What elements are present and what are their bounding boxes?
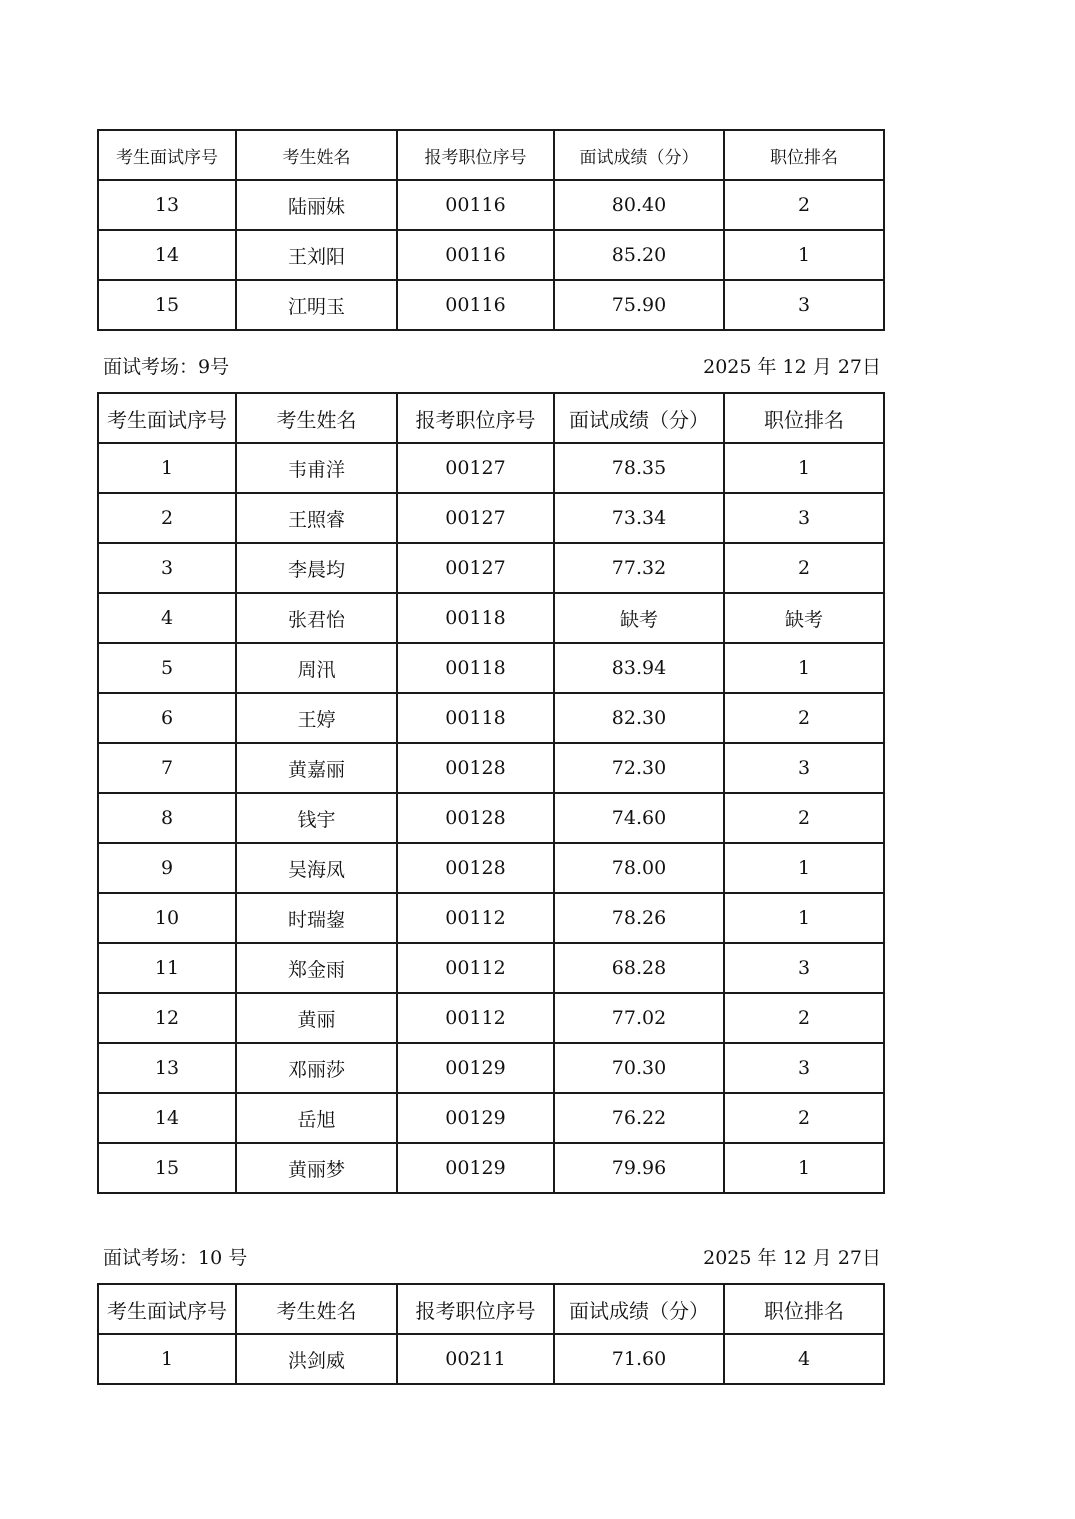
cell-candidate-name: 江明玉: [236, 280, 397, 330]
table-row: [98, 180, 884, 230]
header-position-rank: 职位排名: [724, 393, 884, 443]
cell-candidate-name: 王婷: [236, 693, 397, 743]
cell-candidate-name: 洪剑威: [236, 1334, 397, 1384]
cell-position-rank: 1: [724, 1143, 884, 1193]
cell-interview-score: 78.00: [554, 843, 724, 893]
header-position-code: 报考职位序号: [397, 393, 554, 443]
cell-position-code: 00128: [397, 793, 554, 843]
cell-interview-score: 80.40: [554, 180, 724, 230]
cell-interview-score: 72.30: [554, 743, 724, 793]
cell-candidate-name: 黄丽: [236, 993, 397, 1043]
cell-exam-order: 13: [98, 1043, 236, 1093]
cell-interview-score: 77.02: [554, 993, 724, 1043]
cell-position-rank: 3: [724, 280, 884, 330]
cell-exam-order: 4: [98, 593, 236, 643]
cell-position-code: 00129: [397, 1143, 554, 1193]
cell-interview-score: 78.35: [554, 443, 724, 493]
cell-position-code: 00112: [397, 893, 554, 943]
cell-candidate-name: 钱宇: [236, 793, 397, 843]
table-row: [98, 1043, 884, 1093]
cell-exam-order: 3: [98, 543, 236, 593]
score-table-continued: [97, 129, 883, 331]
cell-interview-score: 71.60: [554, 1334, 724, 1384]
venue-9-caption: [103, 352, 881, 382]
cell-exam-order: 14: [98, 230, 236, 280]
cell-candidate-name: 李晨均: [236, 543, 397, 593]
cell-interview-score: 70.30: [554, 1043, 724, 1093]
table-row: [98, 693, 884, 743]
table-row: [98, 643, 884, 693]
cell-exam-order: 12: [98, 993, 236, 1043]
cell-position-code: 00118: [397, 593, 554, 643]
cell-exam-order: 15: [98, 280, 236, 330]
cell-interview-score: 73.34: [554, 493, 724, 543]
cell-interview-score: 缺考: [554, 593, 724, 643]
cell-exam-order: 11: [98, 943, 236, 993]
venue-10-caption: [103, 1243, 881, 1273]
table-row: [98, 443, 884, 493]
cell-interview-score: 76.22: [554, 1093, 724, 1143]
table-row: [98, 593, 884, 643]
cell-position-code: 00211: [397, 1334, 554, 1384]
score-table-venue-9: [97, 392, 883, 1194]
cell-exam-order: 6: [98, 693, 236, 743]
exam-date: 2025 年 12 月 27日: [703, 356, 881, 378]
header-position-rank: 职位排名: [724, 130, 884, 180]
header-candidate-name: 考生姓名: [236, 130, 397, 180]
cell-interview-score: 85.20: [554, 230, 724, 280]
cell-position-rank: 3: [724, 1043, 884, 1093]
cell-exam-order: 15: [98, 1143, 236, 1193]
table-header-row: [98, 130, 884, 180]
cell-exam-order: 5: [98, 643, 236, 693]
cell-exam-order: 7: [98, 743, 236, 793]
cell-position-rank: 3: [724, 943, 884, 993]
venue-label: 面试考场：9号: [103, 356, 230, 378]
cell-interview-score: 78.26: [554, 893, 724, 943]
cell-interview-score: 82.30: [554, 693, 724, 743]
header-position-code: 报考职位序号: [397, 1284, 554, 1334]
score-table: [97, 392, 885, 1194]
cell-exam-order: 8: [98, 793, 236, 843]
header-exam-order: 考生面试序号: [98, 130, 236, 180]
cell-interview-score: 75.90: [554, 280, 724, 330]
score-table: [97, 129, 885, 331]
score-table-venue-10: [97, 1283, 883, 1385]
cell-position-code: 00127: [397, 543, 554, 593]
cell-position-rank: 2: [724, 993, 884, 1043]
table-row: [98, 943, 884, 993]
cell-position-rank: 3: [724, 743, 884, 793]
cell-position-code: 00129: [397, 1043, 554, 1093]
cell-candidate-name: 王刘阳: [236, 230, 397, 280]
cell-candidate-name: 韦甫洋: [236, 443, 397, 493]
cell-candidate-name: 时瑞鋆: [236, 893, 397, 943]
table-row: [98, 230, 884, 280]
cell-position-rank: 2: [724, 1093, 884, 1143]
table-row: [98, 1093, 884, 1143]
table-row: [98, 280, 884, 330]
header-exam-order: 考生面试序号: [98, 1284, 236, 1334]
cell-interview-score: 83.94: [554, 643, 724, 693]
cell-candidate-name: 黄丽梦: [236, 1143, 397, 1193]
cell-position-rank: 2: [724, 180, 884, 230]
score-table: [97, 1283, 885, 1385]
cell-position-rank: 1: [724, 643, 884, 693]
cell-candidate-name: 岳旭: [236, 1093, 397, 1143]
table-row: [98, 1334, 884, 1384]
cell-position-code: 00116: [397, 180, 554, 230]
cell-position-rank: 缺考: [724, 593, 884, 643]
header-candidate-name: 考生姓名: [236, 1284, 397, 1334]
cell-position-code: 00116: [397, 230, 554, 280]
cell-position-rank: 2: [724, 793, 884, 843]
table-header-row: [98, 393, 884, 443]
exam-date: 2025 年 12 月 27日: [703, 1247, 881, 1269]
cell-candidate-name: 王照睿: [236, 493, 397, 543]
header-interview-score: 面试成绩（分）: [554, 1284, 724, 1334]
table-header-row: [98, 1284, 884, 1334]
cell-position-code: 00128: [397, 843, 554, 893]
cell-position-code: 00128: [397, 743, 554, 793]
cell-position-code: 00112: [397, 943, 554, 993]
cell-position-code: 00118: [397, 643, 554, 693]
header-interview-score: 面试成绩（分）: [554, 393, 724, 443]
table-row: [98, 743, 884, 793]
cell-position-rank: 3: [724, 493, 884, 543]
cell-position-rank: 1: [724, 443, 884, 493]
cell-candidate-name: 郑金雨: [236, 943, 397, 993]
cell-candidate-name: 黄嘉丽: [236, 743, 397, 793]
cell-position-rank: 2: [724, 543, 884, 593]
cell-exam-order: 13: [98, 180, 236, 230]
cell-interview-score: 79.96: [554, 1143, 724, 1193]
cell-candidate-name: 周汛: [236, 643, 397, 693]
cell-exam-order: 10: [98, 893, 236, 943]
cell-position-rank: 1: [724, 230, 884, 280]
cell-exam-order: 14: [98, 1093, 236, 1143]
cell-exam-order: 1: [98, 1334, 236, 1384]
header-position-rank: 职位排名: [724, 1284, 884, 1334]
cell-candidate-name: 陆丽妹: [236, 180, 397, 230]
cell-position-code: 00116: [397, 280, 554, 330]
cell-position-code: 00129: [397, 1093, 554, 1143]
cell-exam-order: 9: [98, 843, 236, 893]
cell-position-code: 00118: [397, 693, 554, 743]
cell-exam-order: 1: [98, 443, 236, 493]
header-position-code: 报考职位序号: [397, 130, 554, 180]
table-row: [98, 1143, 884, 1193]
cell-position-rank: 2: [724, 693, 884, 743]
venue-label: 面试考场：10 号: [103, 1247, 248, 1269]
cell-candidate-name: 邓丽莎: [236, 1043, 397, 1093]
table-row: [98, 543, 884, 593]
cell-position-rank: 4: [724, 1334, 884, 1384]
header-exam-order: 考生面试序号: [98, 393, 236, 443]
table-row: [98, 893, 884, 943]
cell-exam-order: 2: [98, 493, 236, 543]
cell-position-code: 00127: [397, 493, 554, 543]
cell-position-rank: 1: [724, 893, 884, 943]
cell-candidate-name: 吴海凤: [236, 843, 397, 893]
table-row: [98, 793, 884, 843]
header-candidate-name: 考生姓名: [236, 393, 397, 443]
cell-position-code: 00127: [397, 443, 554, 493]
cell-candidate-name: 张君怡: [236, 593, 397, 643]
table-row: [98, 993, 884, 1043]
cell-interview-score: 77.32: [554, 543, 724, 593]
header-interview-score: 面试成绩（分）: [554, 130, 724, 180]
cell-position-rank: 1: [724, 843, 884, 893]
cell-interview-score: 68.28: [554, 943, 724, 993]
table-row: [98, 843, 884, 893]
table-row: [98, 493, 884, 543]
cell-interview-score: 74.60: [554, 793, 724, 843]
cell-position-code: 00112: [397, 993, 554, 1043]
